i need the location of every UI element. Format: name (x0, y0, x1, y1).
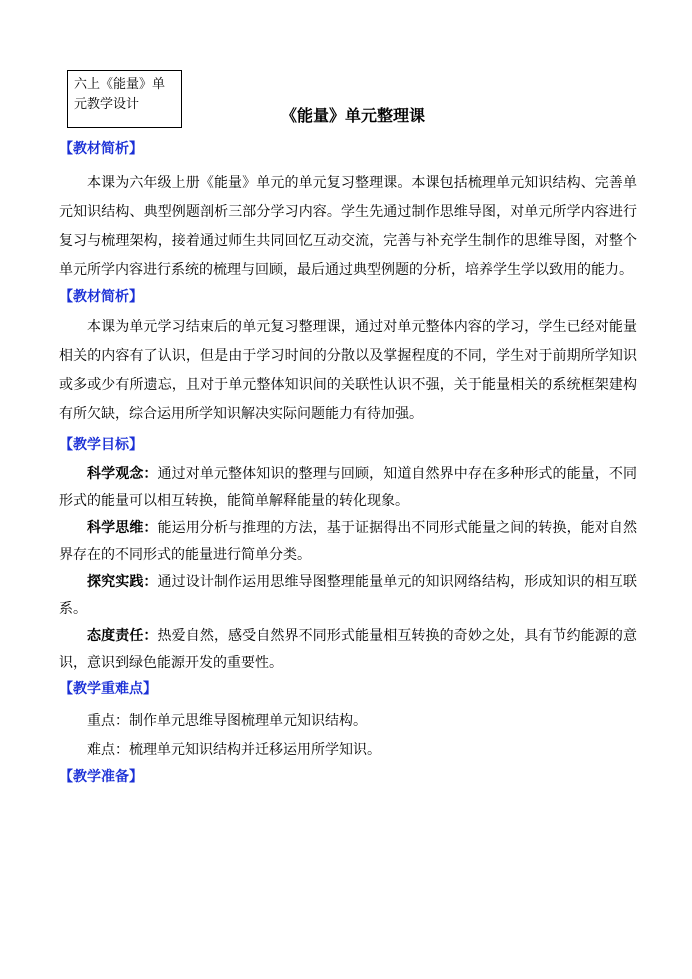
goal-text: 热爱自然，感受自然界不同形式能量相互转换的奇妙之处，具有节约能源的意识，意识到绿色能源开发的重要性。 (59, 628, 638, 671)
section-textbook-analysis (59, 137, 637, 285)
unit-tag-line-2: 元教学设计 (74, 97, 140, 112)
goal-item (59, 461, 637, 515)
goal-item (59, 623, 637, 677)
section-heading: 【教材简析】 (59, 141, 143, 157)
goal-text: 通过对单元整体知识的整理与回顾，知道自然界中存在多种形式的能量，不同形式的能量可以相互转换，能简单解释能量的转化现象。 (59, 466, 638, 509)
section-teaching-goals (59, 433, 637, 677)
section-heading: 【教学重难点】 (59, 681, 157, 697)
difficult-point: 难点：梳理单元知识结构并迁移运用所学知识。 (87, 742, 381, 758)
section-teaching-preparation (59, 765, 637, 789)
textbook-analysis-paragraph: 本课为六年级上册《能量》单元的单元复习整理课。本课包括梳理单元知识结构、完善单元知识结构、典型例题剖析三部分学习内容。学生先通过制作思维导图，对单元所学内容进行复习与梳理架构，接着通过师生共同回忆互动交流，完善与补充学生制作的思维导图，对整个单元所学内容进行系统的梳理与回顾，最后通过典型例题的分析，培养学生学以致用的能力。 (59, 175, 637, 278)
document-body (59, 137, 637, 789)
document-title: 《能量》单元整理课 (280, 106, 425, 125)
goal-item (59, 569, 637, 623)
goal-text: 通过设计制作运用思维导图整理能量单元的知识网络结构，形成知识的相互联系。 (59, 574, 638, 617)
section-key-difficult-points (59, 677, 637, 765)
goal-label: 科学观念： (87, 466, 158, 482)
goal-item (59, 515, 637, 569)
section-heading: 【教学目标】 (59, 437, 143, 453)
section-student-analysis (59, 285, 637, 429)
student-analysis-paragraph: 本课为单元学习结束后的单元复习整理课，通过对单元整体内容的学习，学生已经对能量相关的内容有了认识，但是由于学习时间的分散以及掌握程度的不同，学生对于前期所学知识或多或少有所遗忘，且对于单元整体知识间的关联性认识不强，关于能量相关的系统框架建构有所欠缺，综合运用所学知识解决实际问题能力有待加强。 (59, 319, 637, 422)
goal-text: 能运用分析与推理的方法，基于证据得出不同形式能量之间的转换，能对自然界存在的不同形式的能量进行简单分类。 (59, 520, 638, 563)
key-point: 重点：制作单元思维导图梳理单元知识结构。 (87, 713, 367, 729)
section-heading: 【教材简析】 (59, 289, 143, 305)
section-heading: 【教学准备】 (59, 769, 143, 785)
goal-label: 态度责任： (87, 628, 158, 644)
unit-tag-line-1: 六上《能量》单 (74, 77, 166, 92)
goal-label: 科学思维： (87, 520, 158, 536)
goal-label: 探究实践： (87, 574, 158, 590)
